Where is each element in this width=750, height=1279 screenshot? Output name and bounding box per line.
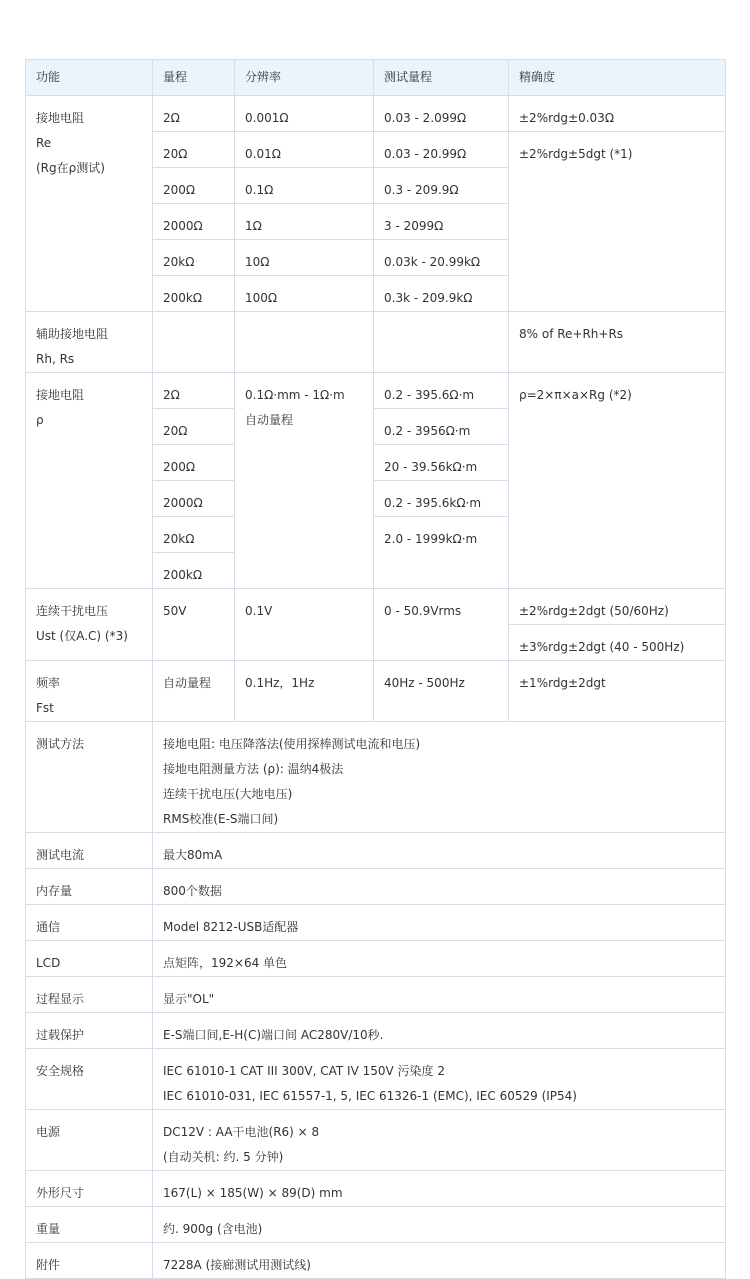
- spec-label-text: 外形尺寸: [36, 1186, 85, 1200]
- function-cell-text: 频率: [36, 676, 61, 690]
- spec-label-text: 测试电流: [36, 848, 85, 862]
- range-cell: [153, 168, 235, 204]
- function-cell: [26, 589, 153, 661]
- test-range-cell: [374, 373, 509, 409]
- table-row: [26, 1049, 726, 1110]
- resolution-cell: [235, 168, 374, 204]
- spec-label: [26, 941, 153, 977]
- function-cell-text: 接地电阻: [36, 388, 85, 402]
- resolution-cell-text: 10Ω: [245, 255, 270, 269]
- function-cell-text: Rh, Rs: [36, 352, 75, 366]
- range-cell: [153, 589, 235, 661]
- test-range-cell: [374, 445, 509, 481]
- function-cell: [26, 373, 153, 589]
- function-cell-text: Re: [36, 136, 52, 150]
- test-range-cell: [374, 517, 509, 589]
- spec-value: [153, 1110, 726, 1171]
- test-range-cell-text: 40Hz - 500Hz: [384, 676, 465, 690]
- table-row: [26, 1110, 726, 1171]
- accuracy-cell-text: ρ=2×π×a×Rg (*2): [519, 388, 632, 402]
- test-range-cell: [374, 312, 509, 373]
- spec-value: [153, 1171, 726, 1207]
- table-row: [26, 661, 726, 722]
- test-range-cell: [374, 132, 509, 168]
- range-cell: [153, 96, 235, 132]
- function-cell-text: Fst: [36, 701, 54, 715]
- test-range-cell-text: 0 - 50.9Vrms: [384, 604, 462, 618]
- spec-label: [26, 1013, 153, 1049]
- table-row: [26, 312, 726, 373]
- test-range-cell: [374, 276, 509, 312]
- accuracy-cell-text: ±2%rdg±2dgt (50/60Hz): [519, 604, 669, 618]
- range-cell-text: 2Ω: [163, 111, 180, 125]
- accuracy-cell: [509, 661, 726, 722]
- test-range-cell: [374, 204, 509, 240]
- accuracy-cell-text: ±2%rdg±0.03Ω: [519, 111, 614, 125]
- test-range-cell: [374, 96, 509, 132]
- resolution-cell-text: 0.1Hz，1Hz: [245, 676, 315, 690]
- range-cell: [153, 661, 235, 722]
- spec-label: [26, 977, 153, 1013]
- range-cell-text: 50V: [163, 604, 187, 618]
- spec-value: [153, 1207, 726, 1243]
- header-cell: [509, 60, 726, 96]
- header-cell: [374, 60, 509, 96]
- resolution-cell-text: 1Ω: [245, 219, 262, 233]
- test-range-cell: [374, 409, 509, 445]
- header-cell-text: 精确度: [519, 70, 556, 84]
- header-cell: [235, 60, 374, 96]
- range-cell: [153, 204, 235, 240]
- accuracy-cell-text: ±1%rdg±2dgt: [519, 676, 606, 690]
- table-row: [26, 941, 726, 977]
- spec-value: [153, 869, 726, 905]
- range-cell: [153, 312, 235, 373]
- resolution-cell-text: 0.01Ω: [245, 147, 281, 161]
- range-cell-text: 200Ω: [163, 183, 196, 197]
- table-row: [26, 1013, 726, 1049]
- range-cell-text: 2Ω: [163, 388, 180, 402]
- spec-label-text: 过载保护: [36, 1028, 85, 1042]
- spec-value-text: 167(L) × 185(W) × 89(D) mm: [163, 1186, 343, 1200]
- table-row: [26, 60, 726, 96]
- function-cell-text: 辅助接地电阻: [36, 327, 109, 341]
- test-range-cell-text: 0.3k - 209.9kΩ: [384, 291, 473, 305]
- resolution-cell-text: 0.1V: [245, 604, 273, 618]
- spec-label-text: 内存量: [36, 884, 73, 898]
- spec-label-text: 附件: [36, 1258, 61, 1272]
- resolution-cell: [235, 132, 374, 168]
- range-cell-text: 200kΩ: [163, 291, 203, 305]
- function-cell: [26, 312, 153, 373]
- range-cell-text: 20kΩ: [163, 532, 195, 546]
- spec-value-text: 显示"OL": [163, 992, 215, 1006]
- header-cell: [153, 60, 235, 96]
- resolution-cell-text: 0.1Ω: [245, 183, 274, 197]
- table-row: [26, 96, 726, 132]
- accuracy-cell: [509, 625, 726, 661]
- range-cell-text: 20Ω: [163, 424, 188, 438]
- accuracy-cell-text: ±3%rdg±2dgt (40 - 500Hz): [519, 640, 685, 654]
- range-cell: [153, 517, 235, 553]
- range-cell: [153, 132, 235, 168]
- spec-value-text: IEC 61010-1 CAT III 300V, CAT IV 150V 污染度 2: [163, 1064, 445, 1078]
- range-cell-text: 200kΩ: [163, 568, 203, 582]
- spec-label: [26, 1171, 153, 1207]
- spec-value: [153, 833, 726, 869]
- spec-value-text: E-S端口间,E-H(C)端口间 AC280V/10秒.: [163, 1028, 384, 1042]
- spec-value: [153, 941, 726, 977]
- spec-table: [25, 59, 726, 1279]
- accuracy-cell-text: ±2%rdg±5dgt (*1): [519, 147, 633, 161]
- table-row: [26, 977, 726, 1013]
- spec-label: [26, 1049, 153, 1110]
- accuracy-cell: [509, 589, 726, 625]
- resolution-cell: [235, 240, 374, 276]
- range-cell-text: 自动量程: [163, 676, 212, 690]
- spec-value-text: IEC 61010-031, IEC 61557-1, 5, IEC 61326-1 (EMC), IEC 60529 (IP54): [163, 1089, 577, 1103]
- spec-value-text: Model 8212-USB适配器: [163, 920, 299, 934]
- test-range-cell-text: 3 - 2099Ω: [384, 219, 444, 233]
- spec-label: [26, 1243, 153, 1279]
- spec-label-text: 重量: [36, 1222, 61, 1236]
- resolution-cell: [235, 204, 374, 240]
- table-row: [26, 1171, 726, 1207]
- table-row: [26, 1243, 726, 1279]
- spec-label-text: 电源: [36, 1125, 61, 1139]
- table-row: [26, 833, 726, 869]
- spec-value: [153, 1013, 726, 1049]
- spec-label-text: 通信: [36, 920, 61, 934]
- header-cell-text: 测试量程: [384, 70, 433, 84]
- function-cell-text: 连续干扰电压: [36, 604, 109, 618]
- table-row: [26, 869, 726, 905]
- resolution-cell-text: 自动量程: [245, 413, 294, 427]
- function-cell-text: ρ: [36, 413, 44, 427]
- spec-label: [26, 722, 153, 833]
- spec-value-text: 7228A (接廊测试用测试线): [163, 1258, 311, 1272]
- range-cell-text: 20Ω: [163, 147, 188, 161]
- function-cell-text: Ust (仅A.C) (*3): [36, 629, 128, 643]
- spec-value-text: (自动关机: 约. 5 分钟): [163, 1150, 284, 1164]
- spec-label: [26, 1110, 153, 1171]
- spec-value: [153, 977, 726, 1013]
- resolution-cell: [235, 276, 374, 312]
- table-row: [26, 722, 726, 833]
- spec-label: [26, 833, 153, 869]
- test-range-cell-text: 0.2 - 3956Ω·m: [384, 424, 471, 438]
- resolution-cell-text: 0.001Ω: [245, 111, 289, 125]
- header-cell-text: 功能: [36, 70, 61, 84]
- range-cell-text: 2000Ω: [163, 496, 203, 510]
- test-range-cell: [374, 589, 509, 661]
- spec-value-text: 接地电阻测量方法 (ρ): 温纳4极法: [163, 762, 344, 776]
- resolution-cell: [235, 661, 374, 722]
- range-cell: [153, 373, 235, 409]
- test-range-cell-text: 0.03 - 2.099Ω: [384, 111, 467, 125]
- header-cell-text: 分辨率: [245, 70, 282, 84]
- spec-value: [153, 1243, 726, 1279]
- range-cell: [153, 553, 235, 589]
- resolution-cell-text: 100Ω: [245, 291, 278, 305]
- resolution-cell: [235, 312, 374, 373]
- test-range-cell: [374, 481, 509, 517]
- header-cell: [26, 60, 153, 96]
- spec-value: [153, 722, 726, 833]
- resolution-cell-text: 0.1Ω·mm - 1Ω·m: [245, 388, 345, 402]
- test-range-cell: [374, 168, 509, 204]
- test-range-cell-text: 0.2 - 395.6Ω·m: [384, 388, 475, 402]
- spec-label-text: 测试方法: [36, 737, 85, 751]
- table-row: [26, 373, 726, 409]
- spec-value-text: DC12V : AA干电池(R6) × 8: [163, 1125, 320, 1139]
- resolution-cell: [235, 589, 374, 661]
- function-cell-text: 接地电阻: [36, 111, 85, 125]
- function-cell: [26, 96, 153, 312]
- header-cell-text: 量程: [163, 70, 188, 84]
- accuracy-cell: [509, 132, 726, 312]
- test-range-cell-text: 20 - 39.56kΩ·m: [384, 460, 478, 474]
- spec-label-text: LCD: [36, 956, 61, 970]
- test-range-cell-text: 0.03k - 20.99kΩ: [384, 255, 481, 269]
- test-range-cell-text: 2.0 - 1999kΩ·m: [384, 532, 478, 546]
- range-cell: [153, 481, 235, 517]
- function-cell: [26, 661, 153, 722]
- accuracy-cell: [509, 373, 726, 589]
- table-row: [26, 589, 726, 625]
- range-cell: [153, 409, 235, 445]
- range-cell-text: 2000Ω: [163, 219, 203, 233]
- spec-label: [26, 869, 153, 905]
- spec-label-text: 过程显示: [36, 992, 85, 1006]
- spec-value-text: 接地电阻: 电压降落法(使用探棒测试电流和电压): [163, 737, 421, 751]
- spec-value-text: 约. 900g (含电池): [163, 1222, 263, 1236]
- accuracy-cell: [509, 96, 726, 132]
- spec-label: [26, 905, 153, 941]
- test-range-cell-text: 0.2 - 395.6kΩ·m: [384, 496, 482, 510]
- resolution-cell: [235, 96, 374, 132]
- spec-label-text: 安全规格: [36, 1064, 85, 1078]
- spec-label: [26, 1207, 153, 1243]
- accuracy-cell-text: 8% of Re+Rh+Rs: [519, 327, 624, 341]
- range-cell-text: 20kΩ: [163, 255, 195, 269]
- spec-value-text: 最大80mA: [163, 848, 223, 862]
- spec-value: [153, 905, 726, 941]
- test-range-cell: [374, 240, 509, 276]
- spec-value-text: 点矩阵，192×64 单色: [163, 956, 288, 970]
- table-row: [26, 1207, 726, 1243]
- spec-value-text: 800个数据: [163, 884, 222, 898]
- range-cell: [153, 240, 235, 276]
- spec-value-text: 连续干扰电压(大地电压): [163, 787, 293, 801]
- accuracy-cell: [509, 312, 726, 373]
- range-cell: [153, 276, 235, 312]
- test-range-cell: [374, 661, 509, 722]
- spec-value: [153, 1049, 726, 1110]
- range-cell: [153, 445, 235, 481]
- spec-value-text: RMS校准(E-S端口间): [163, 812, 279, 826]
- function-cell-text: (Rg在ρ测试): [36, 161, 105, 175]
- resolution-cell: [235, 373, 374, 589]
- test-range-cell-text: 0.3 - 209.9Ω: [384, 183, 459, 197]
- table-row: [26, 905, 726, 941]
- range-cell-text: 200Ω: [163, 460, 196, 474]
- test-range-cell-text: 0.03 - 20.99Ω: [384, 147, 467, 161]
